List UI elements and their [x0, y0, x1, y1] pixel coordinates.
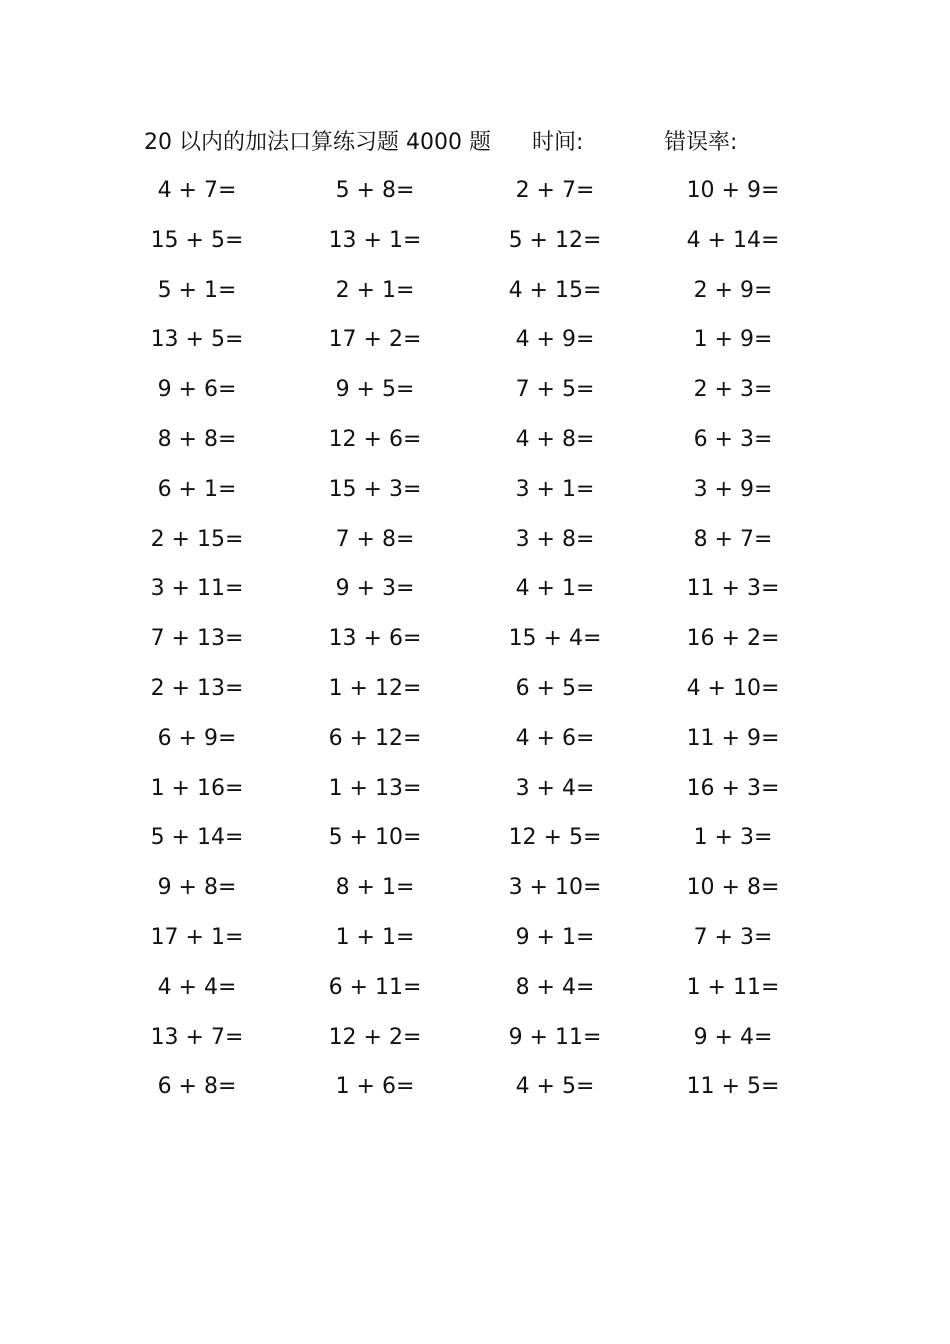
- time-label: 时间:: [532, 130, 584, 155]
- addition-problem: 6 + 5=: [515, 675, 595, 701]
- addition-problem: 4 + 5=: [515, 1074, 595, 1100]
- addition-problem: 2 + 13=: [150, 675, 244, 701]
- addition-problem: 1 + 16=: [150, 775, 244, 801]
- problem-row: [0, 315, 950, 365]
- addition-problem: 3 + 1=: [515, 476, 595, 502]
- addition-problem: 1 + 1=: [335, 924, 415, 950]
- addition-problem: 4 + 8=: [515, 426, 595, 452]
- addition-problem: 9 + 6=: [157, 377, 237, 403]
- addition-problem: 15 + 3=: [328, 476, 422, 502]
- addition-problem: 3 + 4=: [515, 775, 595, 801]
- addition-problem: 4 + 15=: [508, 277, 602, 303]
- addition-problem: 5 + 12=: [508, 227, 602, 253]
- problem-row: [0, 1062, 950, 1112]
- addition-problem: 16 + 2=: [686, 626, 780, 652]
- addition-problem: 8 + 8=: [157, 426, 237, 452]
- problem-row: [0, 166, 950, 216]
- addition-problem: 16 + 3=: [686, 775, 780, 801]
- addition-problem: 9 + 4=: [693, 1024, 773, 1050]
- addition-problem: 15 + 5=: [150, 227, 244, 253]
- addition-problem: 1 + 11=: [686, 974, 780, 1000]
- addition-problem: 4 + 14=: [686, 227, 780, 253]
- addition-problem: 3 + 10=: [508, 875, 602, 901]
- addition-problem: 8 + 4=: [515, 974, 595, 1000]
- problem-row: [0, 963, 950, 1013]
- addition-problem: 9 + 8=: [157, 875, 237, 901]
- problem-row: [0, 863, 950, 913]
- error-rate-label: 错误率:: [664, 130, 738, 155]
- addition-problem: 10 + 9=: [686, 178, 780, 203]
- addition-problem: 3 + 9=: [693, 476, 773, 502]
- addition-problem: 7 + 13=: [150, 626, 244, 652]
- addition-problem: 4 + 6=: [515, 725, 595, 751]
- addition-problem: 10 + 8=: [686, 875, 780, 901]
- addition-problem: 8 + 7=: [693, 526, 773, 552]
- addition-problem: 1 + 6=: [335, 1074, 415, 1100]
- addition-problem: 6 + 1=: [157, 476, 237, 502]
- problem-row: [0, 564, 950, 614]
- addition-problem: 1 + 12=: [328, 675, 422, 701]
- addition-problem: 9 + 5=: [335, 377, 415, 403]
- addition-problem: 2 + 1=: [335, 277, 415, 303]
- addition-problem: 15 + 4=: [508, 626, 602, 652]
- addition-problem: 7 + 5=: [515, 377, 595, 403]
- addition-problem: 13 + 6=: [328, 626, 422, 652]
- problem-row: [0, 216, 950, 266]
- addition-problem: 11 + 9=: [686, 725, 780, 751]
- problem-row: [0, 515, 950, 565]
- problem-row: [0, 813, 950, 863]
- problem-row: [0, 614, 950, 664]
- addition-problem: 9 + 3=: [335, 576, 415, 602]
- addition-problem: 11 + 5=: [686, 1074, 780, 1100]
- addition-problem: 7 + 8=: [335, 526, 415, 552]
- addition-problem: 12 + 5=: [508, 825, 602, 851]
- addition-problem: 8 + 1=: [335, 875, 415, 901]
- addition-problem: 7 + 3=: [693, 924, 773, 950]
- addition-problem: 6 + 8=: [157, 1074, 237, 1100]
- addition-problem: 4 + 9=: [515, 327, 595, 353]
- problem-row: [0, 266, 950, 316]
- addition-problem: 2 + 9=: [693, 277, 773, 303]
- worksheet-header: [0, 126, 950, 160]
- problem-row: [0, 664, 950, 714]
- addition-problem: 5 + 8=: [335, 178, 415, 203]
- addition-problem: 4 + 4=: [157, 974, 237, 1000]
- addition-problem: 17 + 2=: [328, 327, 422, 353]
- addition-problem: 5 + 14=: [150, 825, 244, 851]
- addition-problem: 11 + 3=: [686, 576, 780, 602]
- addition-problem: 6 + 9=: [157, 725, 237, 751]
- problem-grid: [0, 166, 950, 1112]
- worksheet-title: 20 以内的加法口算练习题 4000 题: [144, 130, 491, 155]
- addition-problem: 4 + 1=: [515, 576, 595, 602]
- addition-problem: 1 + 13=: [328, 775, 422, 801]
- addition-problem: 17 + 1=: [150, 924, 244, 950]
- addition-problem: 2 + 15=: [150, 526, 244, 552]
- addition-problem: 12 + 6=: [328, 426, 422, 452]
- problem-row: [0, 913, 950, 963]
- addition-problem: 9 + 1=: [515, 924, 595, 950]
- addition-problem: 1 + 3=: [693, 825, 773, 851]
- addition-problem: 4 + 10=: [686, 675, 780, 701]
- addition-problem: 2 + 7=: [515, 178, 595, 203]
- addition-problem: 13 + 5=: [150, 327, 244, 353]
- addition-problem: 13 + 1=: [328, 227, 422, 253]
- addition-problem: 6 + 11=: [328, 974, 422, 1000]
- problem-row: [0, 415, 950, 465]
- addition-problem: 13 + 7=: [150, 1024, 244, 1050]
- addition-problem: 5 + 1=: [157, 277, 237, 303]
- problem-row: [0, 365, 950, 415]
- addition-problem: 9 + 11=: [508, 1024, 602, 1050]
- addition-problem: 5 + 10=: [328, 825, 422, 851]
- addition-problem: 4 + 7=: [157, 178, 237, 203]
- addition-problem: 3 + 8=: [515, 526, 595, 552]
- problem-row: [0, 764, 950, 814]
- addition-problem: 12 + 2=: [328, 1024, 422, 1050]
- addition-problem: 6 + 3=: [693, 426, 773, 452]
- addition-problem: 2 + 3=: [693, 377, 773, 403]
- problem-row: [0, 714, 950, 764]
- problem-row: [0, 465, 950, 515]
- addition-problem: 1 + 9=: [693, 327, 773, 353]
- problem-row: [0, 1013, 950, 1063]
- addition-problem: 3 + 11=: [150, 576, 244, 602]
- addition-problem: 6 + 12=: [328, 725, 422, 751]
